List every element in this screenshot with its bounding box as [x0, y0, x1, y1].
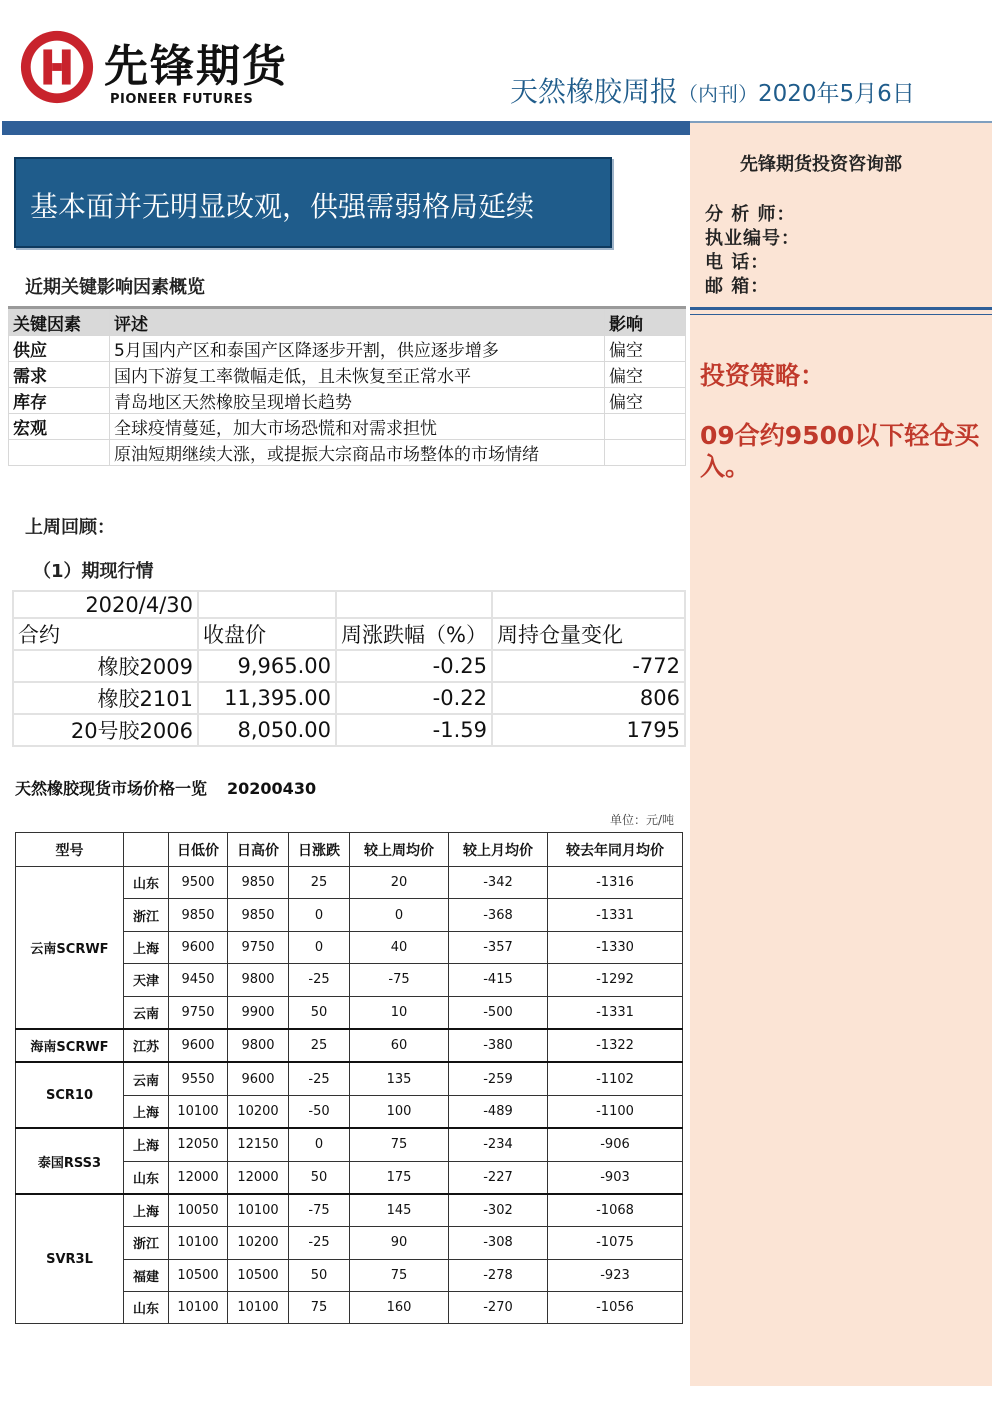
- spot-vs-last-week: 40: [350, 931, 449, 963]
- spot-vs-last-year: -1322: [548, 1029, 683, 1062]
- spot-day-change: 25: [289, 1029, 350, 1062]
- factors-header-cell: 影响: [605, 308, 686, 336]
- factor-name: 需求: [9, 362, 110, 388]
- close-price: 9,965.00: [198, 650, 336, 682]
- spot-header-cell: 较上周均价: [350, 833, 449, 867]
- factors-row: [9, 388, 686, 414]
- spot-title-text: 天然橡胶现货市场价格一览: [15, 779, 208, 798]
- spot-day-low: 10050: [169, 1194, 228, 1227]
- factors-table: [8, 306, 686, 466]
- spot-vs-last-year: -1331: [548, 996, 683, 1029]
- spot-vs-last-week: 0: [350, 899, 449, 931]
- sidebar-divider: [690, 307, 992, 310]
- spot-vs-last-month: -234: [449, 1128, 548, 1161]
- company-logo-icon: [18, 28, 96, 106]
- contract-name: 橡胶2101: [13, 682, 198, 714]
- price-header-cell: 收盘价: [198, 618, 336, 650]
- spot-vs-last-week: 20: [350, 867, 449, 899]
- price-date: 2020/4/30: [13, 591, 198, 618]
- spot-day-change: 0: [289, 931, 350, 963]
- contract-name: 橡胶2009: [13, 650, 198, 682]
- spot-day-high: 9800: [228, 1029, 289, 1062]
- weekly-change: -0.22: [336, 682, 492, 714]
- spot-group-name: SCR10: [16, 1062, 124, 1128]
- spot-day-change: -50: [289, 1095, 350, 1128]
- review-subtitle: （1）期现行情: [33, 561, 154, 582]
- factors-title: 近期关键影响因素概览: [25, 277, 205, 298]
- spot-header-cell: [124, 833, 169, 867]
- spot-day-change: -25: [289, 1227, 350, 1259]
- spot-vs-last-week: 100: [350, 1095, 449, 1128]
- spot-vs-last-week: 175: [350, 1161, 449, 1194]
- close-price: 11,395.00: [198, 682, 336, 714]
- spot-vs-last-year: -1102: [548, 1062, 683, 1095]
- spot-vs-last-year: -1292: [548, 964, 683, 996]
- spot-unit: 单位：元/吨: [610, 813, 675, 827]
- factor-comment: 原油短期继续大涨，或提振大宗商品市场整体的市场情绪: [110, 440, 605, 466]
- factor-comment: 5月国内产区和泰国产区降逐步开割，供应逐步增多: [110, 336, 605, 362]
- factors-row: [9, 414, 686, 440]
- review-title: 上周回顾：: [25, 517, 115, 538]
- spot-day-high: 9600: [228, 1062, 289, 1095]
- spot-vs-last-week: -75: [350, 964, 449, 996]
- spot-header-cell: 日高价: [228, 833, 289, 867]
- price-header-cell: 周涨跌幅（%）: [336, 618, 492, 650]
- price-header-cell: 合约: [13, 618, 198, 650]
- oi-change: -772: [492, 650, 685, 682]
- empty-cell: [492, 591, 685, 618]
- factor-impact: [605, 440, 686, 466]
- spot-region: 云南: [124, 996, 169, 1029]
- spot-day-change: 25: [289, 867, 350, 899]
- factor-comment: 国内下游复工率微幅走低，且未恢复至正常水平: [110, 362, 605, 388]
- spot-header-cell: 型号: [16, 833, 124, 867]
- spot-vs-last-week: 90: [350, 1227, 449, 1259]
- spot-row: [16, 1128, 683, 1161]
- strategy-title: 投资策略：: [700, 361, 826, 390]
- spot-day-low: 10500: [169, 1259, 228, 1291]
- headline-text: 基本面并无明显改观，供强需弱格局延续: [30, 190, 535, 223]
- spot-vs-last-month: -489: [449, 1095, 548, 1128]
- spot-vs-last-month: -500: [449, 996, 548, 1029]
- spot-group-name: 泰国RSS3: [16, 1128, 124, 1194]
- sidebar-panel: [690, 121, 992, 1386]
- spot-region: 上海: [124, 1194, 169, 1227]
- spot-vs-last-week: 10: [350, 996, 449, 1029]
- empty-cell: [198, 591, 336, 618]
- spot-region: 山东: [124, 1161, 169, 1194]
- factor-impact: 偏空: [605, 362, 686, 388]
- spot-vs-last-year: -1100: [548, 1095, 683, 1128]
- spot-vs-last-week: 160: [350, 1292, 449, 1324]
- header-divider-bar: [2, 121, 690, 135]
- spot-day-change: -25: [289, 964, 350, 996]
- spot-day-low: 9500: [169, 867, 228, 899]
- spot-day-high: 9900: [228, 996, 289, 1029]
- spot-vs-last-year: -903: [548, 1161, 683, 1194]
- spot-vs-last-week: 145: [350, 1194, 449, 1227]
- spot-day-change: 50: [289, 996, 350, 1029]
- factor-comment: 全球疫情蔓延，加大市场恐慌和对需求担忧: [110, 414, 605, 440]
- spot-region: 浙江: [124, 1227, 169, 1259]
- factors-row: [9, 440, 686, 466]
- spot-day-change: 75: [289, 1292, 350, 1324]
- price-row: [13, 650, 685, 682]
- factors-row: [9, 362, 686, 388]
- spot-vs-last-week: 75: [350, 1128, 449, 1161]
- spot-day-low: 12000: [169, 1161, 228, 1194]
- spot-day-high: 9750: [228, 931, 289, 963]
- close-price: 8,050.00: [198, 714, 336, 746]
- spot-vs-last-week: 75: [350, 1259, 449, 1291]
- spot-region: 上海: [124, 1128, 169, 1161]
- spot-vs-last-month: -308: [449, 1227, 548, 1259]
- spot-day-low: 9750: [169, 996, 228, 1029]
- spot-vs-last-year: -906: [548, 1128, 683, 1161]
- spot-region: 云南: [124, 1062, 169, 1095]
- spot-day-change: 50: [289, 1259, 350, 1291]
- weekly-change: -0.25: [336, 650, 492, 682]
- sidebar-divider-thin: [690, 314, 992, 315]
- spot-vs-last-month: -368: [449, 899, 548, 931]
- spot-header-cell: 日低价: [169, 833, 228, 867]
- spot-day-high: 10200: [228, 1227, 289, 1259]
- spot-day-high: 12000: [228, 1161, 289, 1194]
- sidebar-top-line: [690, 121, 992, 123]
- spot-day-low: 9450: [169, 964, 228, 996]
- spot-vs-last-week: 60: [350, 1029, 449, 1062]
- spot-day-low: 9550: [169, 1062, 228, 1095]
- spot-vs-last-year: -1316: [548, 867, 683, 899]
- spot-region: 天津: [124, 964, 169, 996]
- factors-header-row: [9, 308, 686, 336]
- spot-day-high: 12150: [228, 1128, 289, 1161]
- empty-cell: [336, 591, 492, 618]
- email-label: 邮 箱：: [705, 276, 770, 297]
- spot-vs-last-month: -357: [449, 931, 548, 963]
- spot-vs-last-month: -270: [449, 1292, 548, 1324]
- factor-impact: 偏空: [605, 336, 686, 362]
- price-row: [13, 714, 685, 746]
- factors-header-cell: 关键因素: [9, 308, 110, 336]
- spot-vs-last-month: -227: [449, 1161, 548, 1194]
- spot-row: [16, 1194, 683, 1227]
- phone-label: 电 话：: [705, 252, 770, 273]
- spot-vs-last-week: 135: [350, 1062, 449, 1095]
- spot-vs-last-month: -278: [449, 1259, 548, 1291]
- spot-group-name: SVR3L: [16, 1194, 124, 1324]
- spot-day-change: 50: [289, 1161, 350, 1194]
- headline-banner: [14, 157, 612, 248]
- factors-header-cell: 评述: [110, 308, 605, 336]
- spot-table-body: [16, 833, 683, 1324]
- spot-day-high: 9850: [228, 867, 289, 899]
- spot-group-name: 海南SCRWF: [16, 1029, 124, 1062]
- spot-day-low: 12050: [169, 1128, 228, 1161]
- spot-day-low: 9600: [169, 1029, 228, 1062]
- spot-vs-last-month: -259: [449, 1062, 548, 1095]
- factor-name: [9, 440, 110, 466]
- spot-region: 上海: [124, 931, 169, 963]
- spot-day-change: 0: [289, 1128, 350, 1161]
- spot-group-name: 云南SCRWF: [16, 867, 124, 1029]
- spot-header-cell: 较上月均价: [449, 833, 548, 867]
- spot-vs-last-month: -380: [449, 1029, 548, 1062]
- spot-day-high: 10500: [228, 1259, 289, 1291]
- license-label: 执业编号：: [705, 228, 800, 249]
- spot-day-low: 9850: [169, 899, 228, 931]
- spot-day-low: 10100: [169, 1227, 228, 1259]
- oi-change: 1795: [492, 714, 685, 746]
- spot-day-low: 9600: [169, 931, 228, 963]
- spot-region: 山东: [124, 867, 169, 899]
- logo-text-cn: 先锋期货: [104, 41, 288, 92]
- spot-title: [15, 776, 316, 799]
- weekly-change: -1.59: [336, 714, 492, 746]
- factor-name: 宏观: [9, 414, 110, 440]
- spot-header-cell: 较去年同月均价: [548, 833, 683, 867]
- report-title-main: 天然橡胶周报: [510, 75, 679, 108]
- department-name: 先锋期货投资咨询部: [740, 154, 902, 175]
- spot-day-high: 9850: [228, 899, 289, 931]
- factor-comment: 青岛地区天然橡胶呈现增长趋势: [110, 388, 605, 414]
- spot-day-high: 10100: [228, 1194, 289, 1227]
- spot-vs-last-month: -342: [449, 867, 548, 899]
- spot-row: [16, 1062, 683, 1095]
- spot-region: 上海: [124, 1095, 169, 1128]
- factors-row: [9, 336, 686, 362]
- price-header-cell: 周持仓量变化: [492, 618, 685, 650]
- spot-vs-last-year: -1068: [548, 1194, 683, 1227]
- spot-header-row: [16, 833, 683, 867]
- logo-text-en: PIONEER FUTURES: [110, 92, 254, 107]
- spot-vs-last-year: -1056: [548, 1292, 683, 1324]
- price-date-row: [13, 591, 685, 618]
- spot-region: 山东: [124, 1292, 169, 1324]
- factor-impact: [605, 414, 686, 440]
- spot-day-change: -25: [289, 1062, 350, 1095]
- spot-region: 江苏: [124, 1029, 169, 1062]
- spot-price-table: [15, 832, 683, 1324]
- factor-impact: 偏空: [605, 388, 686, 414]
- spot-day-low: 10100: [169, 1292, 228, 1324]
- spot-region: 浙江: [124, 899, 169, 931]
- spot-header-cell: 日涨跌: [289, 833, 350, 867]
- report-title: [510, 70, 915, 110]
- contract-name: 20号胶2006: [13, 714, 198, 746]
- spot-day-low: 10100: [169, 1095, 228, 1128]
- report-date: 2020年5月6日: [758, 81, 915, 107]
- spot-vs-last-month: -302: [449, 1194, 548, 1227]
- spot-region: 福建: [124, 1259, 169, 1291]
- spot-day-high: 10200: [228, 1095, 289, 1128]
- analyst-label: 分 析 师：: [705, 204, 796, 225]
- spot-vs-last-month: -415: [449, 964, 548, 996]
- spot-vs-last-year: -923: [548, 1259, 683, 1291]
- factor-name: 库存: [9, 388, 110, 414]
- price-header-row: [13, 618, 685, 650]
- spot-row: [16, 1029, 683, 1062]
- oi-change: 806: [492, 682, 685, 714]
- futures-price-table: [12, 590, 686, 747]
- spot-day-change: -75: [289, 1194, 350, 1227]
- strategy-text: 09合约9500以下轻仓买入。: [700, 421, 980, 481]
- report-title-sub: （内刊）: [678, 82, 759, 106]
- spot-vs-last-year: -1330: [548, 931, 683, 963]
- spot-day-high: 9800: [228, 964, 289, 996]
- spot-day-high: 10100: [228, 1292, 289, 1324]
- price-row: [13, 682, 685, 714]
- factor-name: 供应: [9, 336, 110, 362]
- spot-vs-last-year: -1075: [548, 1227, 683, 1259]
- spot-date: 20200430: [227, 779, 317, 798]
- spot-row: [16, 867, 683, 899]
- spot-vs-last-year: -1331: [548, 899, 683, 931]
- spot-day-change: 0: [289, 899, 350, 931]
